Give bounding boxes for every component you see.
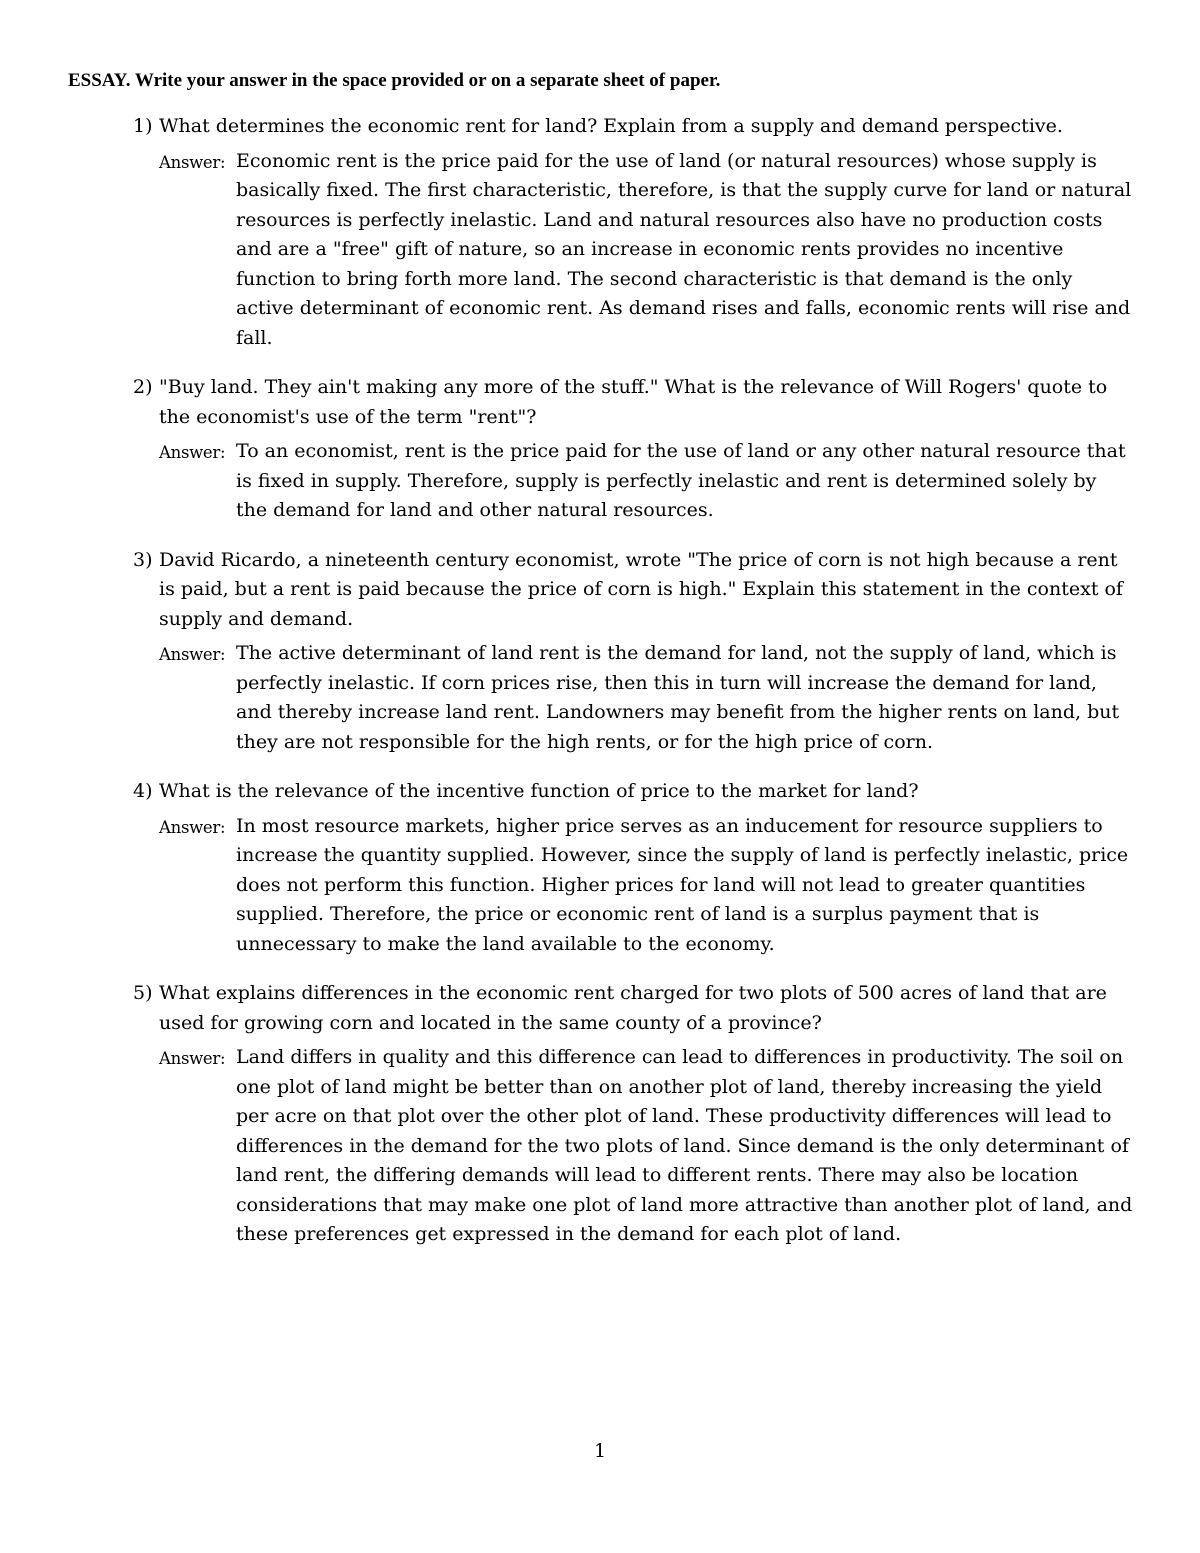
question-prompt	[133, 979, 1133, 1038]
question-number: 4)	[133, 780, 153, 802]
essay-instructions-heading: ESSAY. Write your answer in the space provided or on a separate sheet of paper.	[68, 70, 721, 91]
answer-block	[133, 639, 1133, 757]
answer-text: In most resource markets, higher price serves as an inducement for resource suppliers to increase the quantity supplied. However, since the supply of land is perfectly inelastic, price does not perform this function. Higher prices for land will not lead to greater quantities supplied. Therefore, the price or economic rent of land is a surplus payment that is unnecessary to make the land available to the economy.	[236, 814, 1129, 955]
question-item-3	[133, 546, 1133, 758]
question-text: What is the relevance of the incentive function of price to the market for land?	[159, 780, 919, 802]
question-text: What explains differences in the economic rent charged for two plots of 500 acres of land that are used for growing corn and located in the same county of a province?	[159, 982, 1107, 1034]
answer-label: Answer:	[159, 443, 226, 462]
question-number: 2)	[133, 376, 153, 398]
question-prompt	[133, 373, 1133, 432]
page-number: 1	[593, 1440, 607, 1462]
question-item-4	[133, 777, 1133, 959]
answer-block	[133, 812, 1133, 960]
answer-label: Answer:	[159, 152, 226, 172]
answer-text: To an economist, rent is the price paid for the use of land or any other natural resource that is fixed in supply. Therefore, supply is perfectly inelastic and rent is determined solely by the demand for land and other natural resources.	[236, 440, 1126, 521]
question-prompt	[133, 777, 1133, 807]
answer-text: Economic rent is the price paid for the use of land (or natural resources) whose supply is basically fixed. The first characteristic, therefore, is that the supply curve for land or natural resources is perfectly inelastic. Land and natural resources also have no production costs and are a "free" gift of nature, so an increase in economic rents provides no incentive function to bring forth more land. The second characteristic is that demand is the only active determinant of economic rent. As demand rises and falls, economic rents will rise and fall.	[236, 149, 1132, 349]
answer-label: Answer:	[159, 1049, 226, 1068]
question-text: David Ricardo, a nineteenth century economist, wrote "The price of corn is not high because a rent is paid, but a rent is paid because the price of corn is high." Explain this statement in the context of supply and demand.	[159, 548, 1123, 630]
question-prompt	[133, 546, 1133, 635]
question-item-2	[133, 373, 1133, 526]
answer-label: Answer:	[159, 817, 226, 837]
question-list	[133, 112, 1133, 1270]
question-item-1	[133, 112, 1133, 353]
question-number: 5)	[133, 982, 153, 1004]
question-text: "Buy land. They ain't making any more of the stuff." What is the relevance of Will Rogers' quote to the economist's use of the term "rent"?	[159, 376, 1108, 428]
question-number: 1)	[133, 115, 153, 137]
question-text: What determines the economic rent for land? Explain from a supply and demand perspective.	[159, 115, 1063, 137]
answer-text: Land differs in quality and this difference can lead to differences in productivity. The soil on one plot of land might be better than on another plot of land, thereby increasing the yield per acre on that plot over the other plot of land. These productivity differences will lead to differences in the demand for the two plots of land. Since demand is the only determinant of land rent, the differing demands will lead to different rents. There may also be location considerations that may make one plot of land more attractive than another plot of land, and these preferences get expressed in the demand for each plot of land.	[236, 1046, 1133, 1245]
answer-block	[133, 1043, 1133, 1250]
question-item-5	[133, 979, 1133, 1250]
question-number: 3)	[133, 548, 153, 571]
answer-block	[133, 437, 1133, 526]
answer-block	[133, 147, 1133, 354]
question-prompt	[133, 112, 1133, 142]
answer-label: Answer:	[159, 645, 226, 664]
answer-text: The active determinant of land rent is the demand for land, not the supply of land, which is perfectly inelastic. If corn prices rise, then this in turn will increase the demand for land, and thereby increase land rent. Landowners may benefit from the higher rents on land, but they are not responsible for the high rents, or for the high price of corn.	[236, 642, 1120, 753]
